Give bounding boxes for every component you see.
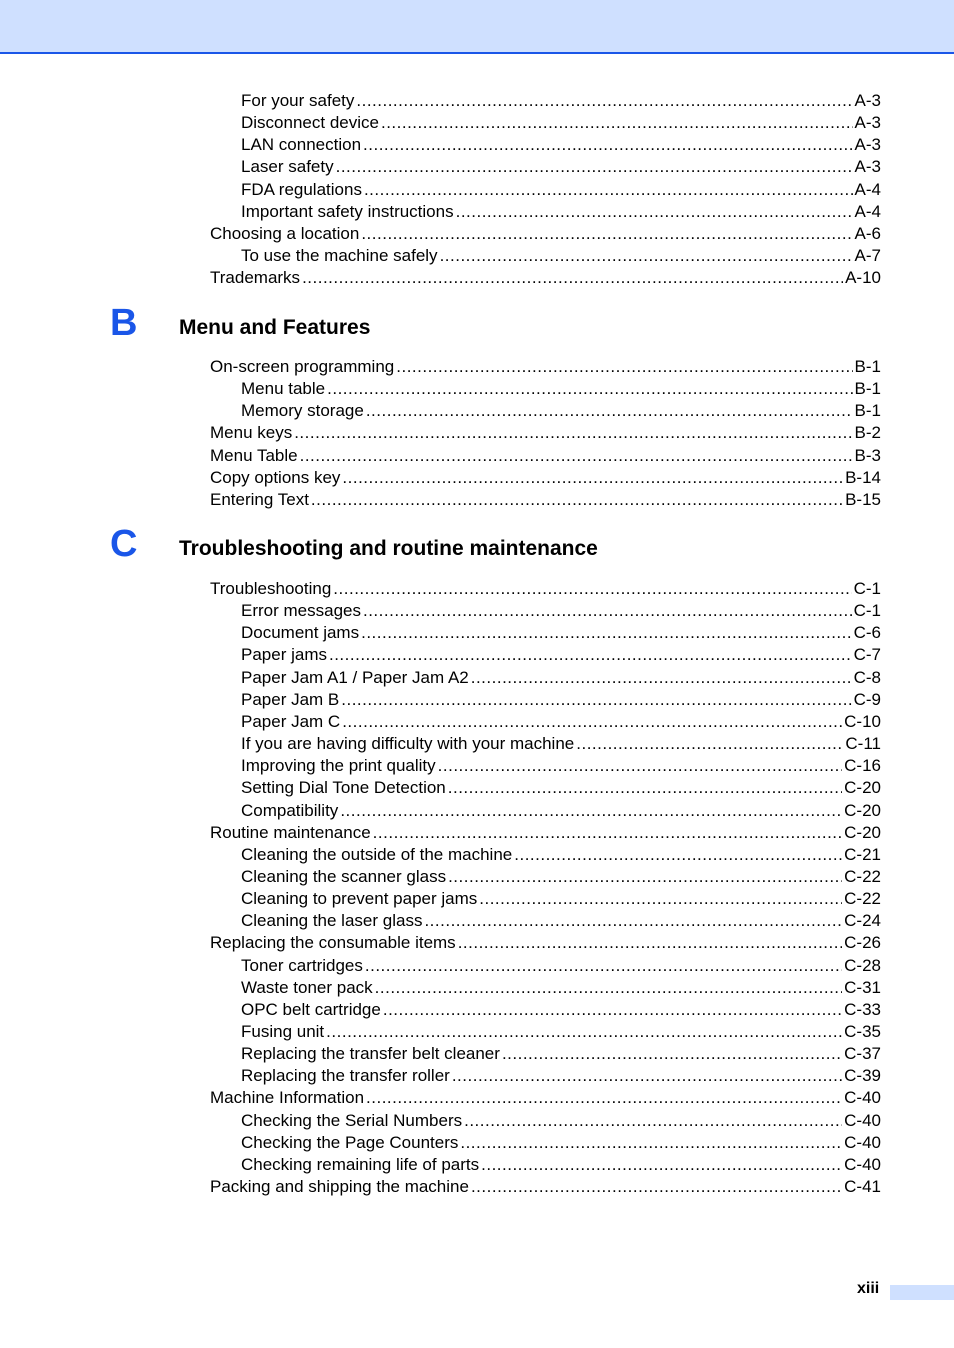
toc-entry-title: Cleaning to prevent paper jams [241, 889, 478, 909]
toc-entry-page: C-37 [844, 1044, 881, 1064]
toc-entry-page: C-20 [844, 822, 881, 842]
toc-entry-page: C-31 [844, 977, 881, 997]
toc-dot-leader [381, 112, 853, 134]
page-tab-marker [890, 1285, 954, 1300]
toc-entry-title: OPC belt cartridge [241, 999, 381, 1019]
toc-dot-leader [456, 201, 853, 223]
toc-entry-page: C-24 [844, 911, 881, 931]
toc-entry-title: Laser safety [241, 157, 334, 177]
toc-entry-page: C-16 [844, 756, 881, 776]
toc-entry-title: Improving the print quality [241, 756, 436, 776]
toc-entry-title: Paper Jam A1 / Paper Jam A2 [241, 667, 469, 687]
toc-entry-title: Routine maintenance [210, 822, 371, 842]
toc-dot-leader [366, 400, 853, 422]
toc-entry[interactable] [241, 689, 881, 711]
toc-dot-leader [329, 644, 852, 666]
toc-entry-title: Important safety instructions [241, 201, 454, 221]
toc-entry-title: Replacing the consumable items [210, 933, 456, 953]
toc-entry-page: C-10 [844, 711, 881, 731]
toc-entry-title: Trademarks [210, 268, 301, 288]
toc-entry-page: B-1 [854, 379, 881, 399]
toc-entry-title: Setting Dial Tone Detection [241, 778, 446, 798]
toc-dot-leader [576, 733, 843, 755]
toc-entry-page: A-7 [854, 246, 881, 266]
toc-entry-title: Paper Jam B [241, 689, 340, 709]
toc-entry-page: C-33 [844, 999, 881, 1019]
toc-entry-title: Cleaning the laser glass [241, 911, 423, 931]
toc-entry-title: Checking the Page Counters [241, 1132, 459, 1152]
toc-entry-page: C-40 [844, 1088, 881, 1108]
chapter-c-letter: C [110, 523, 138, 565]
toc-dot-leader [373, 822, 842, 844]
toc-entry-title: Document jams [241, 623, 360, 643]
toc-entry-page: C-26 [844, 933, 881, 953]
toc-entry-page: C-40 [844, 1132, 881, 1152]
toc-entry[interactable] [241, 245, 881, 267]
toc-entry-page: B-15 [845, 489, 881, 509]
toc-entry-page: C-9 [853, 689, 881, 709]
toc-entry-page: C-41 [844, 1177, 881, 1197]
toc-entry-page: B-1 [854, 401, 881, 421]
toc-dot-leader [327, 378, 852, 400]
toc-entry-page: A-3 [854, 135, 881, 155]
chapter-b-letter: B [110, 302, 138, 344]
toc-entry-title: Memory storage [241, 401, 364, 421]
toc-dot-leader [464, 1110, 842, 1132]
toc-entry-title: To use the machine safely [241, 246, 438, 266]
toc-entry[interactable] [241, 1154, 881, 1176]
toc-entry[interactable] [241, 777, 881, 799]
toc-entry-title: If you are having difficulty with your machine [241, 734, 575, 754]
toc-dot-leader [471, 1176, 842, 1198]
toc-entry-title: LAN connection [241, 135, 362, 155]
toc-dot-leader [452, 1065, 842, 1087]
toc-entry-title: Packing and shipping the machine [210, 1177, 469, 1197]
toc-entry[interactable] [210, 1176, 881, 1198]
toc-entry[interactable] [210, 445, 881, 467]
toc-entry-page: A-4 [854, 201, 881, 221]
toc-entry-page: C-20 [844, 800, 881, 820]
toc-entry[interactable] [241, 1065, 881, 1087]
toc-entry-title: Toner cartridges [241, 955, 363, 975]
toc-entry[interactable] [241, 999, 881, 1021]
toc-dot-leader [365, 955, 842, 977]
toc-entry[interactable] [241, 800, 881, 822]
toc-entry[interactable] [241, 888, 881, 910]
toc-entry[interactable] [241, 600, 881, 622]
toc-entry-page: C-11 [845, 734, 881, 754]
toc-entry-title: Menu Table [210, 445, 298, 465]
toc-dot-leader [438, 755, 842, 777]
toc-entry-page: C-39 [844, 1066, 881, 1086]
page-number: xiii [857, 1280, 880, 1297]
toc-entry-page: A-3 [854, 91, 881, 110]
toc-entry-title: Machine Information [210, 1088, 365, 1108]
toc-dot-leader [471, 667, 852, 689]
toc-entry-page: C-20 [844, 778, 881, 798]
toc-dot-leader [424, 910, 842, 932]
toc-entry[interactable] [241, 644, 881, 666]
toc-entry[interactable] [210, 1087, 881, 1109]
toc-entry-page: C-6 [853, 623, 881, 643]
toc-entry[interactable] [241, 910, 881, 932]
toc-entry-title: Copy options key [210, 467, 341, 487]
toc-entry[interactable] [241, 755, 881, 777]
toc-entry-title: Checking remaining life of parts [241, 1154, 480, 1174]
toc-entry[interactable] [210, 932, 881, 954]
toc-entry-title: Menu keys [210, 423, 293, 443]
toc-dot-leader [383, 999, 842, 1021]
toc-entry[interactable] [241, 667, 881, 689]
toc-dot-leader [302, 267, 843, 289]
toc-dot-leader [363, 600, 852, 622]
toc-dot-leader [340, 800, 842, 822]
toc-entry-page: B-1 [854, 357, 881, 376]
toc-dot-leader [458, 932, 842, 954]
toc-entry-title: Disconnect device [241, 113, 379, 133]
toc-entry[interactable] [210, 223, 881, 245]
toc-entry-page: A-4 [854, 179, 881, 199]
toc-entry-title: Checking the Serial Numbers [241, 1110, 463, 1130]
toc-entry[interactable] [241, 977, 881, 999]
toc-entry[interactable] [241, 156, 881, 178]
toc-entry[interactable] [241, 378, 881, 400]
toc-entry-page: C-8 [853, 667, 881, 687]
toc-entry[interactable] [241, 1110, 881, 1132]
toc-dot-leader [366, 1087, 842, 1109]
toc-dot-leader [361, 223, 852, 245]
toc-dot-leader [300, 445, 853, 467]
toc-dot-leader [356, 90, 852, 112]
toc-entry[interactable] [241, 112, 881, 134]
toc-entry-title: Compatibility [241, 800, 339, 820]
toc-entry-title: Menu table [241, 379, 326, 399]
toc-entry[interactable] [241, 955, 881, 977]
toc-entry-title: Paper Jam C [241, 711, 341, 731]
toc-entry[interactable] [241, 866, 881, 888]
toc-entry-title: Paper jams [241, 645, 327, 665]
toc-entry[interactable] [241, 1043, 881, 1065]
toc-entry-page: C-28 [844, 955, 881, 975]
toc-dot-leader [448, 866, 842, 888]
toc-dot-leader [364, 179, 853, 201]
toc-dot-leader [448, 777, 842, 799]
toc-entry[interactable] [210, 822, 881, 844]
toc-entry[interactable] [241, 201, 881, 223]
toc-dot-leader [363, 134, 853, 156]
toc-entry[interactable] [241, 179, 881, 201]
header-band [0, 0, 954, 54]
toc-dot-leader [479, 888, 842, 910]
toc-entry-title: Waste toner pack [241, 977, 373, 997]
toc-entry-title: For your safety [241, 91, 355, 110]
toc-entry-page: C-21 [844, 844, 881, 864]
toc-entry[interactable] [241, 711, 881, 733]
toc-entry[interactable] [210, 578, 881, 600]
toc-dot-leader [460, 1132, 842, 1154]
toc-entry-page: A-3 [854, 113, 881, 133]
toc-entry[interactable] [241, 844, 881, 866]
toc-dot-leader [341, 689, 851, 711]
toc-entry-title: On-screen programming [210, 357, 395, 376]
toc-dot-leader [342, 711, 842, 733]
toc-entry-page: C-35 [844, 1022, 881, 1041]
toc-entry[interactable] [241, 134, 881, 156]
toc-dot-leader [396, 356, 852, 378]
toc-entry[interactable] [241, 622, 881, 644]
toc-entry[interactable] [210, 422, 881, 444]
toc-entry-page: C-1 [853, 579, 881, 598]
toc-entry-page: B-14 [845, 467, 881, 487]
toc-entry-title: Troubleshooting [210, 579, 332, 598]
toc-entry-title: Entering Text [210, 489, 309, 509]
toc-dot-leader [375, 977, 842, 999]
toc-entry-page: B-3 [854, 445, 881, 465]
toc-entry-title: Choosing a location [210, 223, 360, 243]
toc-dot-leader [336, 156, 853, 178]
toc-entry-page: C-40 [844, 1154, 881, 1174]
toc-entry-title: Replacing the transfer belt cleaner [241, 1044, 500, 1064]
toc-entry[interactable] [241, 400, 881, 422]
toc-entry[interactable] [210, 489, 881, 511]
toc-entry-title: Cleaning the outside of the machine [241, 844, 513, 864]
toc-entry-page: A-10 [845, 268, 881, 288]
toc-entry-page: C-7 [853, 645, 881, 665]
toc-dot-leader [326, 1021, 842, 1043]
chapter-c-title: Troubleshooting and routine maintenance [179, 537, 598, 560]
toc-dot-leader [311, 489, 843, 511]
toc-entry-title: Error messages [241, 601, 361, 621]
toc-entry-title: Replacing the transfer roller [241, 1066, 450, 1086]
toc-entry-page: C-1 [853, 601, 881, 621]
toc-entry[interactable] [210, 356, 881, 378]
toc-dot-leader [333, 578, 851, 600]
toc-entry[interactable] [210, 467, 881, 489]
toc-dot-leader [514, 844, 842, 866]
toc-dot-leader [440, 245, 853, 267]
toc-entry-page: C-22 [844, 889, 881, 909]
toc-entry-title: Cleaning the scanner glass [241, 866, 447, 886]
toc-entry[interactable] [241, 733, 881, 755]
toc-entry-page: A-3 [854, 157, 881, 177]
toc-dot-leader [294, 422, 852, 444]
toc-entry[interactable] [241, 1132, 881, 1154]
toc-entry-title: Fusing unit [241, 1022, 325, 1041]
toc-entry[interactable] [210, 267, 881, 289]
toc-dot-leader [361, 622, 851, 644]
toc-entry-title: FDA regulations [241, 179, 362, 199]
toc-dot-leader [502, 1043, 842, 1065]
toc-entry-page: C-22 [844, 866, 881, 886]
toc-entry-page: C-40 [844, 1110, 881, 1130]
toc-dot-leader [481, 1154, 842, 1176]
toc-entry[interactable] [241, 1021, 881, 1043]
toc-entry-page: A-6 [854, 223, 881, 243]
chapter-b-title: Menu and Features [179, 316, 371, 339]
toc-dot-leader [342, 467, 843, 489]
toc-entry-page: B-2 [854, 423, 881, 443]
toc-entry[interactable] [241, 90, 881, 112]
